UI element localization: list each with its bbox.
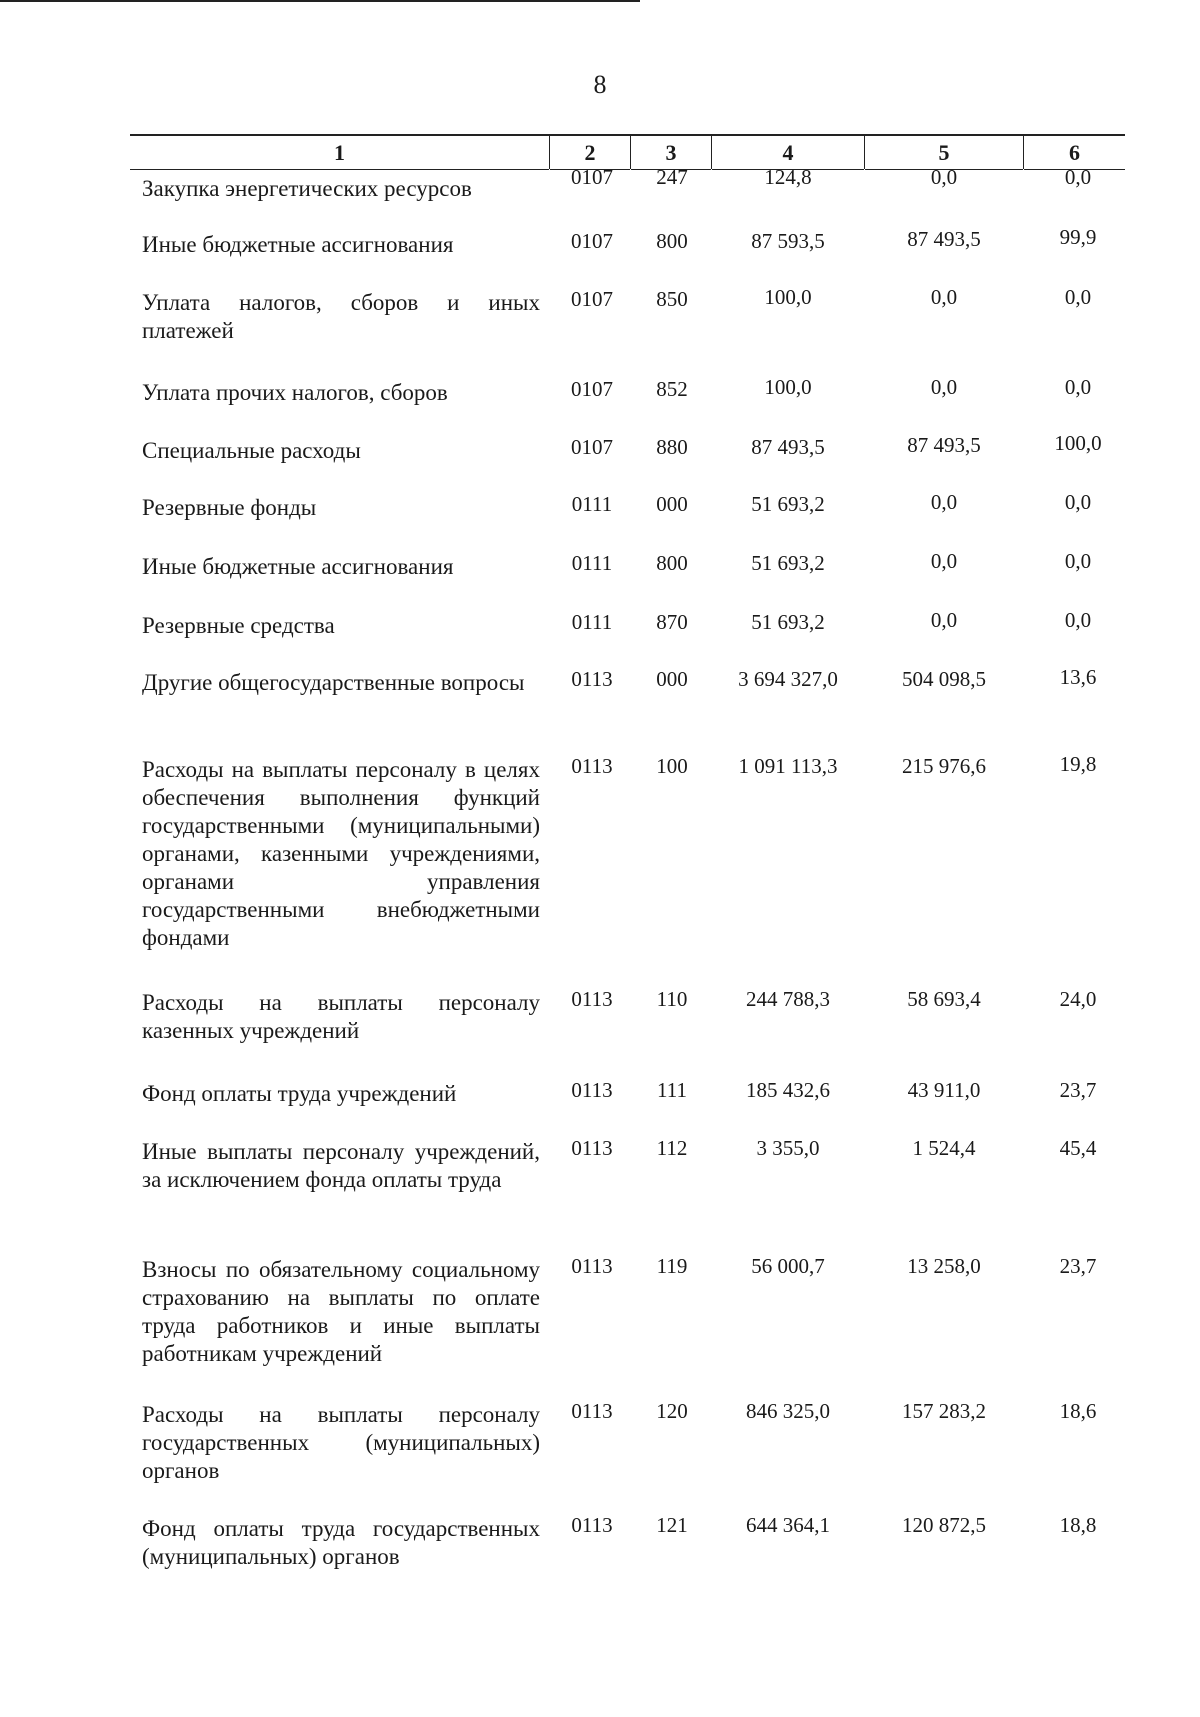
- row-expense-type: 852: [656, 377, 688, 401]
- row-name: Резервные средства: [142, 613, 335, 638]
- column-header-6: 6: [1024, 136, 1125, 170]
- row-section-code: 0111: [571, 610, 613, 634]
- row-expense-type: 247: [656, 165, 688, 189]
- row-name: Взносы по обязательному социальному страхованию на выплаты по оплате труда работников и иные выплаты работникам учреждений: [142, 1257, 540, 1366]
- row-expense-type: 850: [656, 287, 688, 311]
- table-row: [0, 548, 1200, 607]
- row-executed: 215 976,6: [902, 754, 986, 778]
- table-row: [0, 607, 1200, 666]
- row-executed: 43 911,0: [907, 1078, 981, 1102]
- row-percent: 99,9: [1059, 225, 1097, 249]
- row-percent: 19,8: [1059, 752, 1097, 776]
- row-section-code: 0111: [571, 551, 613, 575]
- row-section-code: 0113: [571, 667, 613, 691]
- row-section-code: 0107: [571, 287, 613, 311]
- row-planned: 244 788,3: [746, 987, 830, 1011]
- table-row: [0, 1253, 1200, 1398]
- column-header-5: 5: [865, 136, 1023, 170]
- row-section-code: 0113: [571, 1136, 613, 1160]
- row-planned: 87 593,5: [751, 229, 825, 253]
- row-section-code: 0113: [571, 1078, 613, 1102]
- row-section-code: 0113: [571, 1399, 613, 1423]
- row-planned: 56 000,7: [751, 1254, 825, 1278]
- row-name: Расходы на выплаты персоналу казенных учреждений: [142, 990, 540, 1043]
- row-name: Уплата прочих налогов, сборов: [142, 380, 448, 405]
- table-row: [0, 283, 1200, 373]
- row-planned: 51 693,2: [751, 551, 825, 575]
- row-name: Специальные расходы: [142, 438, 361, 463]
- row-executed: 1 524,4: [912, 1136, 976, 1160]
- row-expense-type: 000: [656, 492, 688, 516]
- column-header-4: 4: [712, 136, 864, 170]
- row-name: Фонд оплаты труда учреждений: [142, 1081, 457, 1106]
- row-percent: 100,0: [1054, 431, 1102, 455]
- table-row: [0, 989, 1200, 1078]
- row-planned: 1 091 113,3: [738, 754, 838, 778]
- row-name: Расходы на выплаты персоналу в целях обеспечения выполнения функций государственными (муниципальными) органами, казенными учреждениями, органами управления государственными внебюджетными фондами: [142, 757, 540, 950]
- page-number: 8: [593, 70, 607, 99]
- row-executed: 157 283,2: [902, 1399, 986, 1423]
- row-executed: 0,0: [930, 375, 958, 399]
- row-planned: 100,0: [764, 375, 812, 399]
- table-row: [0, 225, 1200, 283]
- row-section-code: 0113: [571, 987, 613, 1011]
- row-planned: 51 693,2: [751, 492, 825, 516]
- row-expense-type: 120: [656, 1399, 688, 1423]
- row-planned: 87 493,5: [751, 435, 825, 459]
- row-section-code: 0113: [571, 1513, 613, 1537]
- row-executed: 87 493,5: [907, 227, 981, 251]
- row-name: Иные бюджетные ассигнования: [142, 232, 454, 257]
- row-expense-type: 800: [656, 229, 688, 253]
- row-expense-type: 870: [656, 610, 688, 634]
- row-name: Иные бюджетные ассигнования: [142, 554, 454, 579]
- column-header-1: 1: [130, 136, 549, 170]
- row-expense-type: 800: [656, 551, 688, 575]
- row-expense-type: 880: [656, 435, 688, 459]
- row-section-code: 0107: [571, 229, 613, 253]
- row-executed: 0,0: [930, 490, 958, 514]
- row-executed: 120 872,5: [902, 1513, 986, 1537]
- row-name: Уплата налогов, сборов и иных платежей: [142, 290, 540, 343]
- row-expense-type: 111: [657, 1078, 687, 1102]
- row-section-code: 0113: [571, 1254, 613, 1278]
- table-row: [0, 1515, 1200, 1585]
- row-executed: 87 493,5: [907, 433, 981, 457]
- row-planned: 846 325,0: [746, 1399, 830, 1423]
- row-executed: 58 693,4: [907, 987, 981, 1011]
- row-planned: 100,0: [764, 285, 812, 309]
- table-row: [0, 666, 1200, 754]
- row-expense-type: 112: [656, 1136, 688, 1160]
- table-row: [0, 167, 1200, 225]
- row-name: Закупка энергетических ресурсов: [142, 176, 472, 201]
- row-percent: 0,0: [1064, 608, 1092, 632]
- column-header-2: 2: [550, 136, 630, 170]
- row-executed: 0,0: [930, 549, 958, 573]
- row-executed: 0,0: [930, 165, 958, 189]
- row-name: Расходы на выплаты персоналу государственных (муниципальных) органов: [142, 1402, 540, 1483]
- row-expense-type: 000: [656, 667, 688, 691]
- row-percent: 18,8: [1059, 1513, 1097, 1537]
- row-section-code: 0107: [571, 377, 613, 401]
- row-percent: 24,0: [1059, 987, 1097, 1011]
- table-row: [0, 489, 1200, 548]
- table-row: [0, 1136, 1200, 1253]
- row-percent: 0,0: [1064, 285, 1092, 309]
- row-planned: 185 432,6: [746, 1078, 830, 1102]
- row-expense-type: 110: [656, 987, 688, 1011]
- column-header-3: 3: [631, 136, 711, 170]
- table-row: [0, 754, 1200, 989]
- row-planned: 124,8: [764, 165, 812, 189]
- scan-top-edge: [0, 0, 640, 2]
- row-executed: 0,0: [930, 608, 958, 632]
- table-row: [0, 1078, 1200, 1136]
- row-section-code: 0113: [571, 754, 613, 778]
- row-expense-type: 119: [656, 1254, 688, 1278]
- table-body: [0, 167, 1200, 1585]
- row-name: Резервные фонды: [142, 495, 317, 520]
- row-section-code: 0111: [571, 492, 613, 516]
- row-percent: 45,4: [1059, 1136, 1097, 1160]
- row-name: Иные выплаты персоналу учреждений, за исключением фонда оплаты труда: [142, 1139, 540, 1192]
- row-planned: 644 364,1: [746, 1513, 830, 1537]
- row-expense-type: 100: [656, 754, 688, 778]
- table-row: [0, 431, 1200, 489]
- table-row: [0, 373, 1200, 431]
- row-executed: 13 258,0: [907, 1254, 981, 1278]
- row-executed: 0,0: [930, 285, 958, 309]
- row-percent: 0,0: [1064, 549, 1092, 573]
- row-percent: 23,7: [1059, 1078, 1097, 1102]
- row-planned: 3 694 327,0: [738, 667, 838, 691]
- row-percent: 18,6: [1059, 1399, 1097, 1423]
- row-planned: 51 693,2: [751, 610, 825, 634]
- row-percent: 23,7: [1059, 1254, 1097, 1278]
- row-name: Фонд оплаты труда государственных (муниципальных) органов: [142, 1516, 540, 1569]
- row-percent: 13,6: [1059, 665, 1097, 689]
- row-section-code: 0107: [571, 165, 613, 189]
- table-row: [0, 1398, 1200, 1515]
- row-percent: 0,0: [1064, 375, 1092, 399]
- row-expense-type: 121: [656, 1513, 688, 1537]
- row-percent: 0,0: [1064, 490, 1092, 514]
- row-planned: 3 355,0: [756, 1136, 820, 1160]
- row-section-code: 0107: [571, 435, 613, 459]
- row-name: Другие общегосударственные вопросы: [142, 670, 525, 695]
- row-executed: 504 098,5: [902, 667, 986, 691]
- row-percent: 0,0: [1064, 165, 1092, 189]
